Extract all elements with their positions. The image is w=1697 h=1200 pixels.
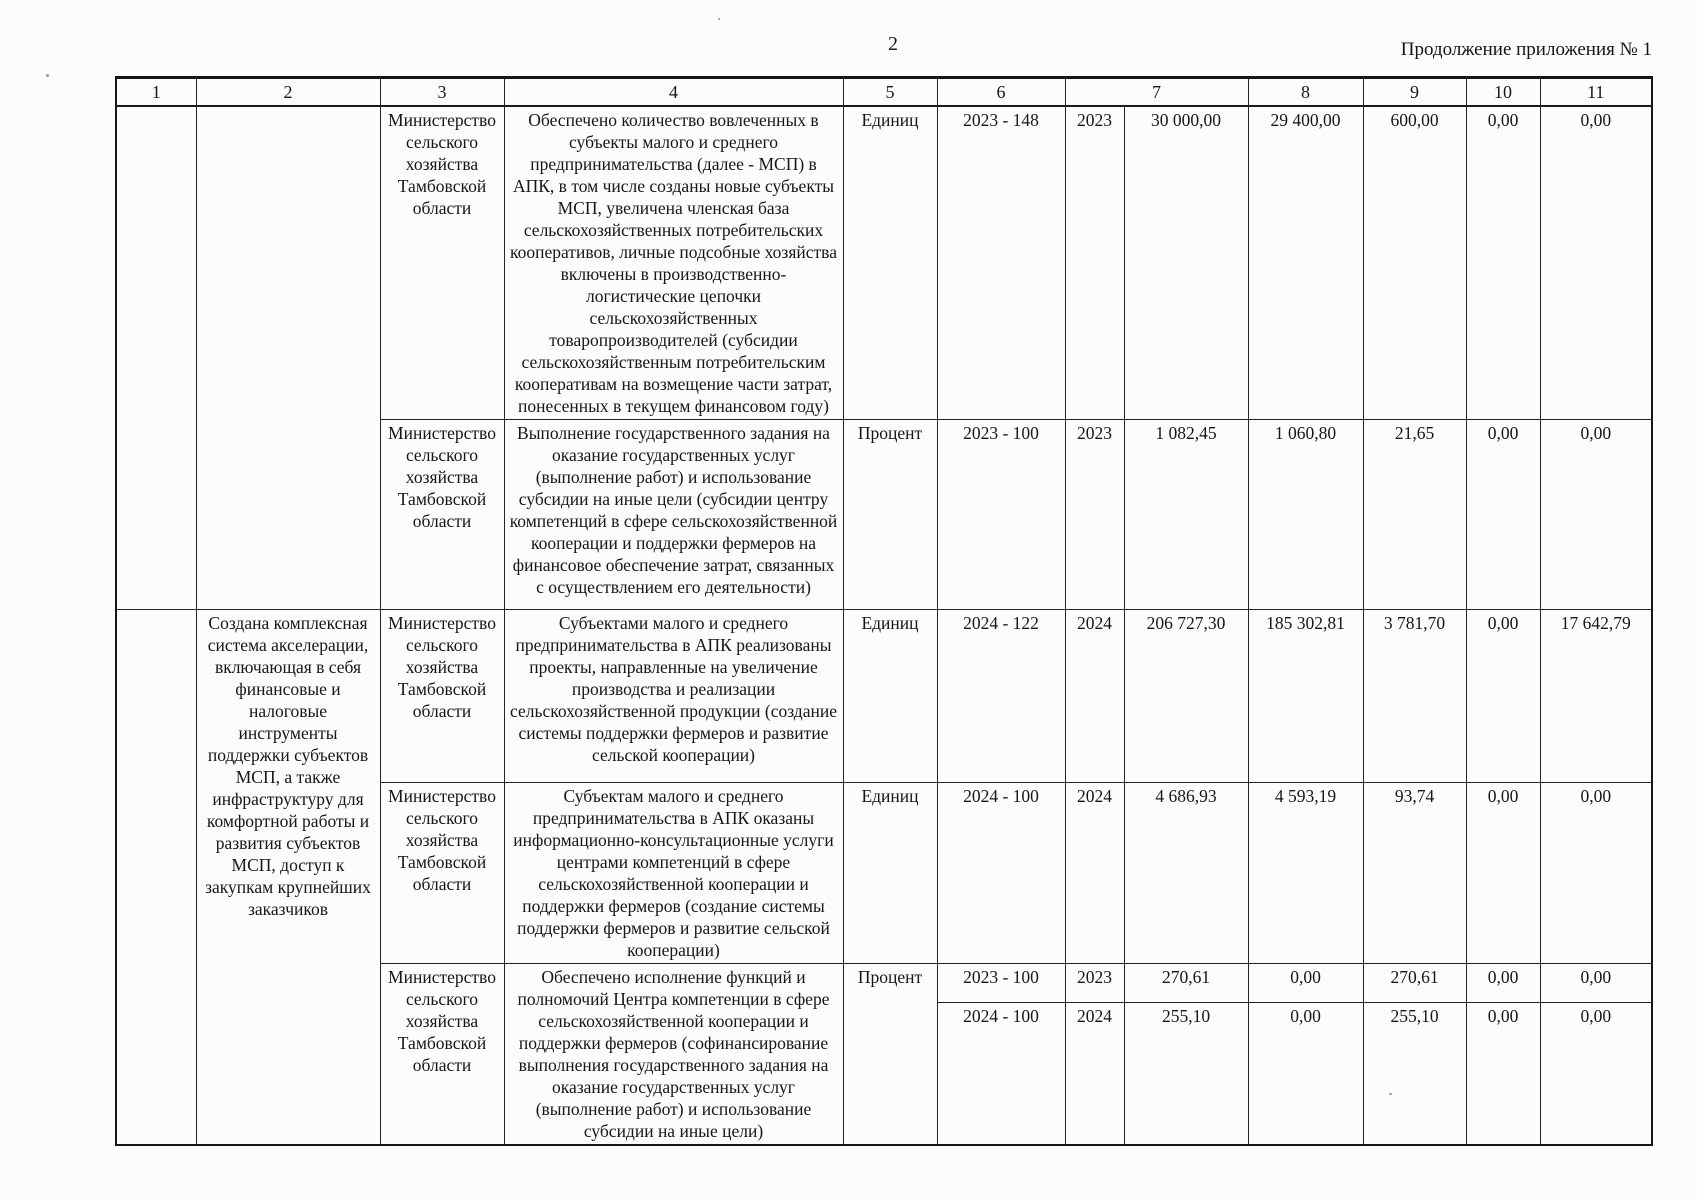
value-cell: 206 727,30 [1124, 610, 1248, 783]
scan-speck [718, 18, 720, 20]
value-cell: 0,00 [1466, 1002, 1540, 1145]
baseline-cell: 2023 - 100 [937, 964, 1065, 1003]
col-header-3: 3 [380, 78, 504, 107]
value-cell: 270,61 [1363, 964, 1466, 1003]
baseline-cell: 2024 - 100 [937, 783, 1065, 964]
executor-cell: Министерство сельского хозяйства Тамбовской области [380, 610, 504, 783]
value-cell: 1 060,80 [1248, 420, 1363, 610]
col-header-6: 6 [937, 78, 1065, 107]
col-header-11: 11 [1540, 78, 1652, 107]
task-cell: Создана комплексная система акселерации, включающая в себя финансовые и налоговые инструменты поддержки субъектов МСП, а также инфраструктуру для комфортной работы и развития субъектов МСП, доступ к закупкам крупнейших заказчиков [196, 610, 380, 1146]
unit-cell: Единиц [843, 783, 937, 964]
value-cell: 1 082,45 [1124, 420, 1248, 610]
value-cell: 4 686,93 [1124, 783, 1248, 964]
empty-cell [116, 610, 196, 1146]
value-cell: 3 781,70 [1363, 610, 1466, 783]
value-cell: 0,00 [1540, 1002, 1652, 1145]
col-header-10: 10 [1466, 78, 1540, 107]
year-cell: 2023 [1065, 420, 1124, 610]
page-number: 2 [888, 33, 898, 55]
value-cell: 93,74 [1363, 783, 1466, 964]
col-header-2: 2 [196, 78, 380, 107]
baseline-cell: 2023 - 100 [937, 420, 1065, 610]
value-cell: 17 642,79 [1540, 610, 1652, 783]
value-cell: 255,10 [1124, 1002, 1248, 1145]
unit-cell: Единиц [843, 610, 937, 783]
empty-cell [196, 106, 380, 610]
result-cell: Субъектами малого и среднего предпринимательства в АПК реализованы проекты, направленные на увеличение производства и реализации сельскохозяйственной продукции (создание системы поддержки фермеров и развитие сельской кооперации) [504, 610, 843, 783]
result-cell: Выполнение государственного задания на оказание государственных услуг (выполнение работ) и использование субсидии на иные цели (субсидии центру компетенций в сфере сельскохозяйственной кооперации и поддержки фермеров на финансовое обеспечение затрат, связанных с осуществлением его деятельности) [504, 420, 843, 610]
baseline-cell: 2024 - 122 [937, 610, 1065, 783]
value-cell: 185 302,81 [1248, 610, 1363, 783]
col-header-9: 9 [1363, 78, 1466, 107]
year-cell: 2024 [1065, 783, 1124, 964]
value-cell: 29 400,00 [1248, 106, 1363, 420]
column-numbers-row [116, 78, 1652, 107]
executor-cell: Министерство сельского хозяйства Тамбовской области [380, 106, 504, 420]
continuation-header: Продолжение приложения № 1 [1400, 39, 1652, 60]
col-header-7: 7 [1065, 78, 1248, 107]
scan-speck [46, 74, 49, 77]
baseline-cell: 2024 - 100 [937, 1002, 1065, 1145]
result-cell: Обеспечено количество вовлеченных в субъекты малого и среднего предпринимательства (далее - МСП) в АПК, в том числе созданы новые субъекты МСП, увеличена членская база сельскохозяйственных потребительских кооперативов, личные подсобные хозяйства включены в производственно-логистические цепочки сельскохозяйственных товаропроизводителей (субсидии сельскохозяйственным потребительским кооперативам на возмещение части затрат, понесенных в текущем финансовом году) [504, 106, 843, 420]
col-header-4: 4 [504, 78, 843, 107]
year-cell: 2024 [1065, 610, 1124, 783]
value-cell: 30 000,00 [1124, 106, 1248, 420]
executor-cell: Министерство сельского хозяйства Тамбовской области [380, 783, 504, 964]
table-row [116, 106, 1652, 420]
results-table [115, 76, 1653, 1146]
result-cell: Обеспечено исполнение функций и полномочий Центра компетенции в сфере сельскохозяйственной кооперации и поддержки фермеров (софинансирование выполнения государственного задания на оказание государственных услуг (выполнение работ) и использование субсидии на иные цели) [504, 964, 843, 1146]
table-row [116, 610, 1652, 783]
baseline-cell: 2023 - 148 [937, 106, 1065, 420]
value-cell: 0,00 [1466, 783, 1540, 964]
col-header-1: 1 [116, 78, 196, 107]
unit-cell: Процент [843, 420, 937, 610]
value-cell: 0,00 [1466, 106, 1540, 420]
unit-cell: Процент [843, 964, 937, 1146]
value-cell: 4 593,19 [1248, 783, 1363, 964]
result-cell: Субъектам малого и среднего предпринимательства в АПК оказаны информационно-консультационные услуги центрами компетенций в сфере сельскохозяйственной кооперации и поддержки фермеров (создание системы поддержки фермеров и развитие сельской кооперации) [504, 783, 843, 964]
value-cell: 0,00 [1540, 106, 1652, 420]
value-cell: 0,00 [1248, 1002, 1363, 1145]
value-cell: 21,65 [1363, 420, 1466, 610]
value-cell: 255,10 [1363, 1002, 1466, 1145]
year-cell: 2023 [1065, 964, 1124, 1003]
value-cell: 0,00 [1540, 420, 1652, 610]
value-cell: 0,00 [1466, 420, 1540, 610]
executor-cell: Министерство сельского хозяйства Тамбовской области [380, 964, 504, 1146]
value-cell: 0,00 [1540, 964, 1652, 1003]
value-cell: 0,00 [1248, 964, 1363, 1003]
year-cell: 2024 [1065, 1002, 1124, 1145]
executor-cell: Министерство сельского хозяйства Тамбовской области [380, 420, 504, 610]
unit-cell: Единиц [843, 106, 937, 420]
value-cell: 270,61 [1124, 964, 1248, 1003]
col-header-5: 5 [843, 78, 937, 107]
year-cell: 2023 [1065, 106, 1124, 420]
value-cell: 0,00 [1466, 964, 1540, 1003]
value-cell: 0,00 [1466, 610, 1540, 783]
value-cell: 0,00 [1540, 783, 1652, 964]
value-cell: 600,00 [1363, 106, 1466, 420]
col-header-8: 8 [1248, 78, 1363, 107]
empty-cell [116, 106, 196, 610]
